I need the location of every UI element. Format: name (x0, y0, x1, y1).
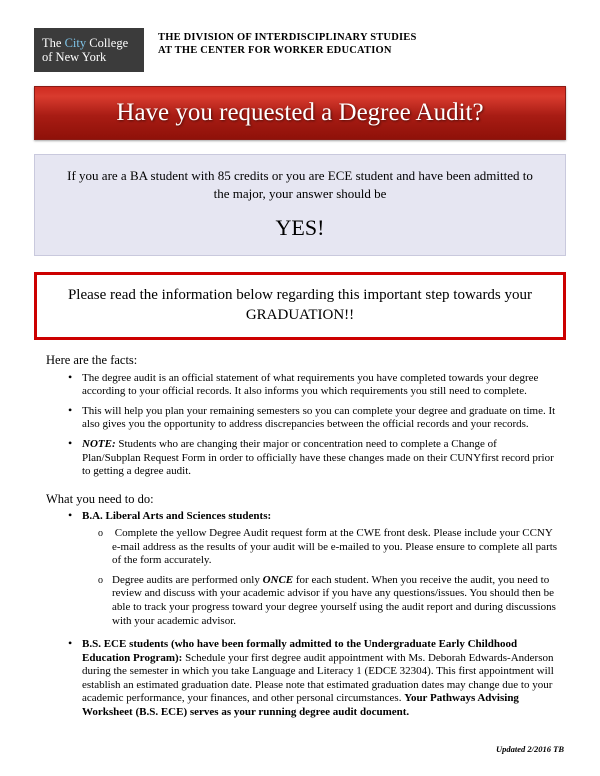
facts-heading: Here are the facts: (46, 353, 138, 367)
callout-line-2: GRADUATION!! (245, 307, 355, 323)
list-item (82, 438, 566, 479)
header-title-line-1: THE DIVISION OF INTERDISCIPLINARY STUDIES (158, 32, 417, 43)
ece-students-body: Schedule your first degree audit appointment with Ms. Deborah Edwards-Anderson during the semester in which you take Language and Literacy 1 (EDCE 32304). This first appointment will establish an estimated graduation date. Please note that estimated graduation dates may change due to your academic performance, your finances, and other personal circumstances. (82, 651, 554, 705)
header-title-line-2: AT THE CENTER FOR WORKER EDUCATION (158, 45, 392, 56)
fact-text-1: The degree audit is an official statement of what requirements you have completed towards your degree according to your official records. It also informs you which requirements you still need to complete. (82, 371, 539, 398)
ccny-logo (34, 28, 144, 72)
logo-city: City (64, 36, 87, 50)
ba-step-2-post: for each student. When you receive the audit, you need to review and discuss with your academic advisor if you have any questions/issues. You should then be able to track your progress toward your degree yourself using the audit report and during discussions with your academic advisor. (112, 573, 556, 627)
todo-list (34, 510, 566, 719)
list-item (82, 638, 566, 720)
notice-answer: YES! (275, 215, 325, 240)
ece-students-label: B.S. ECE students (who have been formally admitted to the Undergraduate Early Childhood Education Program): (82, 638, 518, 664)
banner-title: Have you requested a Degree Audit? (116, 99, 484, 126)
body-copy (34, 354, 566, 720)
list-item (112, 574, 558, 628)
notice-text: If you are a BA student with 85 credits or you are ECE student and have been admitted to the major, your answer should be (67, 168, 533, 201)
list-item (112, 527, 558, 568)
logo-line-1 (42, 36, 136, 50)
document-header (34, 28, 566, 72)
footer-updated: Updated 2/2016 TB (496, 744, 564, 754)
list-item (82, 510, 566, 628)
callout-line-1: Please read the information below regarding this important step towards your (67, 287, 533, 303)
ba-students-label-suffix: : (267, 510, 272, 523)
list-item (82, 405, 566, 432)
ba-students-label: B.A. Liberal Arts and Sciences students (82, 510, 268, 523)
header-titles (158, 28, 417, 57)
fact-text-2: This will help you plan your remaining semesters so you can complete your degree and graduate on time. It also gives you the opportunity to address discrepancies between the official records and your records. (82, 404, 556, 431)
fact-note-lead: NOTE: (82, 437, 116, 450)
ba-step-2-pre: Degree audits are performed only (112, 573, 263, 586)
ba-substeps (82, 527, 558, 628)
logo-college: College (86, 36, 129, 50)
callout-box (34, 272, 566, 340)
title-banner (34, 86, 566, 140)
logo-line-2: of New York (42, 50, 107, 64)
ece-closing-bold: Your Pathways Advising Worksheet (B.S. ECE) serves as your running degree audit document. (82, 692, 519, 719)
fact-text-3: Students who are changing their major or concentration need to complete a Change of Plan/Subplan Request Form in order to officially have these changes made on their CUNYfirst record prior to getting a degree audit. (82, 437, 554, 478)
ba-step-2-emphasis: ONCE (262, 573, 294, 586)
todo-heading: What you need to do: (46, 491, 154, 506)
ba-step-1-text: Complete the yellow Degree Audit request form at the CWE front desk. Please include your CCNY e-mail address as the results of your audit will be e-mailed to you. Please ensure to complete all parts of the form accurately. (112, 526, 558, 567)
logo-the: The (42, 36, 65, 50)
facts-list (34, 372, 566, 479)
list-item (82, 372, 566, 399)
notice-box (34, 154, 566, 256)
